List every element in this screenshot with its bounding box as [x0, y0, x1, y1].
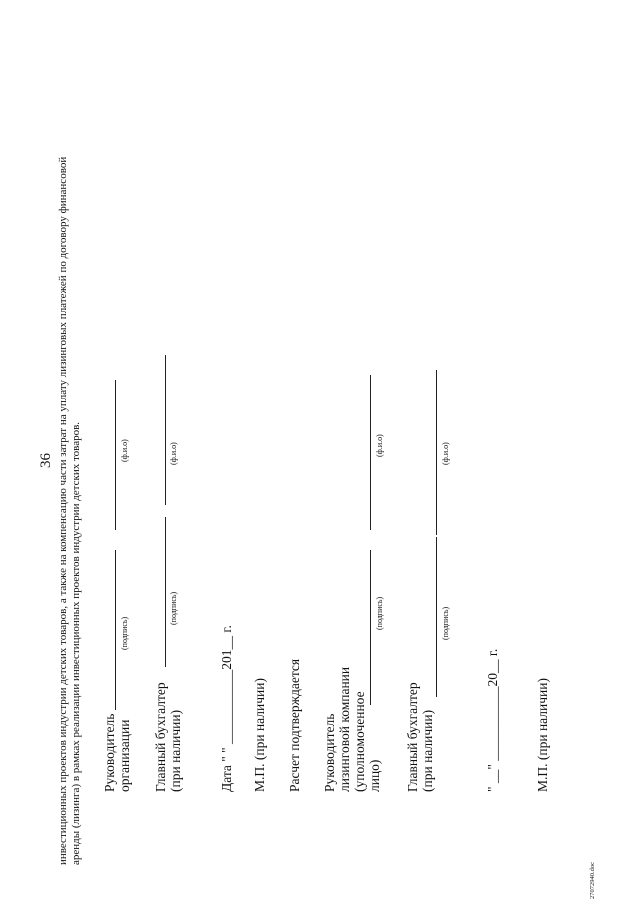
intro-line-2: аренды (лизинга) в рамках реализации инвестиционных проектов индустрии детских товаров.	[70, 421, 82, 865]
caption-signature-head-leasing: (подпись)	[375, 596, 384, 630]
footer-filename: 27072940.doc	[589, 861, 596, 899]
name-line-head-leasing	[370, 375, 371, 530]
name-line-head-org	[115, 380, 116, 530]
label-head-org: Руководитель организации	[102, 713, 132, 792]
label-mp-2: М.П. (при наличии)	[535, 678, 550, 792]
signature-line-head-leasing	[370, 550, 371, 705]
page-number: 36	[38, 453, 54, 468]
intro-line-1: инвестиционных проектов индустрии детских товаров, а также на компенсацию части затрат на уплату лизинговых платежей по договору финансовой	[57, 156, 69, 865]
label-head-leasing: Руководитель лизинговой компании (уполномоченное лицо)	[322, 666, 382, 792]
label-confirmed: Расчет подтверждается	[287, 658, 302, 792]
name-line-chief-acc-2	[436, 370, 437, 535]
caption-name-head-org: (ф.и.о)	[120, 439, 129, 462]
signature-line-chief-acc-2	[436, 537, 437, 697]
label-chief-accountant-1: Главный бухгалтер (при наличии)	[153, 682, 183, 792]
label-mp-1: М.П. (при наличии)	[252, 678, 267, 792]
date-line-1: Дата " " ___________201__ г.	[219, 625, 234, 792]
caption-name-chief-acc-2: (ф.и.о)	[441, 442, 450, 465]
caption-name-chief-acc-1: (ф.и.о)	[169, 442, 178, 465]
signature-line-head-org	[115, 550, 116, 710]
caption-signature-head-org: (подпись)	[120, 616, 129, 650]
caption-signature-chief-acc-1: (подпись)	[169, 591, 178, 625]
caption-signature-chief-acc-2: (подпись)	[441, 606, 450, 640]
name-line-chief-acc-1	[165, 355, 166, 505]
date-line-2: " __" ___________20__ г.	[485, 648, 500, 792]
caption-name-head-leasing: (ф.и.о)	[375, 434, 384, 457]
signature-line-chief-acc-1	[165, 517, 166, 667]
label-chief-accountant-2: Главный бухгалтер (при наличии)	[405, 682, 435, 792]
